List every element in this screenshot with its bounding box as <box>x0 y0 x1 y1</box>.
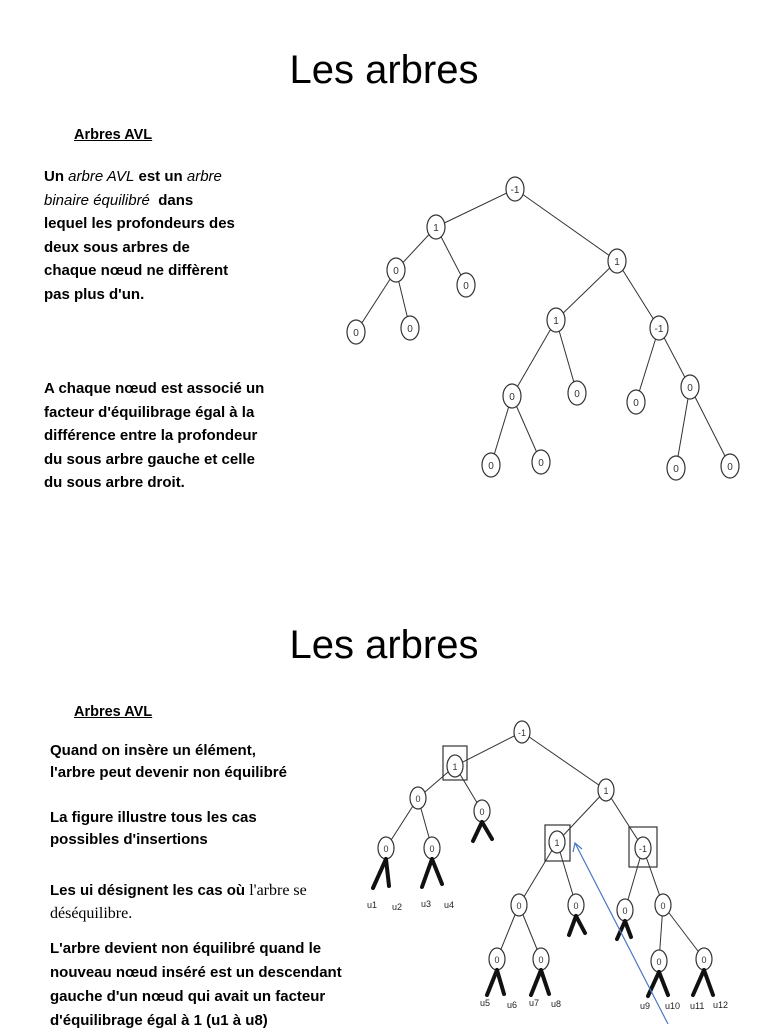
svg-text:-1: -1 <box>510 185 520 196</box>
case-label: u4 <box>444 900 455 910</box>
case-label: u12 <box>713 1000 729 1010</box>
svg-text:1: 1 <box>614 257 620 268</box>
svg-text:0: 0 <box>622 906 628 916</box>
factor-line: du sous arbre gauche et celle <box>44 450 255 468</box>
svg-text:1: 1 <box>433 223 439 234</box>
unbalance-line: d'équilibrage égal à 1 (u1 à u8) <box>50 1012 268 1029</box>
tree-node <box>503 384 521 408</box>
avl-insertion-diagram <box>0 575 768 1024</box>
def-dans: dans <box>158 191 194 209</box>
tree-node <box>474 800 490 822</box>
tree-node <box>549 831 565 853</box>
case-label: u8 <box>551 999 562 1009</box>
tree-node <box>457 273 475 297</box>
tree-node <box>511 894 527 916</box>
factor-line: A chaque nœud est associé un <box>44 380 265 397</box>
tree-node <box>568 894 584 916</box>
ui-text-a: Les ui désignent les cas où <box>50 882 250 899</box>
tree-node <box>721 454 739 478</box>
svg-text:1: 1 <box>452 762 458 772</box>
tree-node <box>424 837 440 859</box>
svg-text:0: 0 <box>393 266 399 277</box>
svg-text:0: 0 <box>494 955 500 965</box>
case-label: u2 <box>392 902 403 912</box>
svg-text:0: 0 <box>633 398 639 409</box>
def-line: lequel les profondeurs des <box>44 215 235 232</box>
tree-node <box>547 308 565 332</box>
factor-line: facteur d'équilibrage égal à la <box>44 403 255 421</box>
tree-node <box>598 779 614 801</box>
svg-text:0: 0 <box>538 458 544 469</box>
def-un: Un <box>44 168 64 185</box>
svg-text:0: 0 <box>509 392 515 403</box>
svg-text:0: 0 <box>660 901 666 911</box>
svg-text:0: 0 <box>701 955 707 965</box>
tree-node <box>489 948 505 970</box>
def-est: est un <box>138 168 183 185</box>
tree-node <box>447 755 463 777</box>
svg-text:0: 0 <box>516 901 522 911</box>
svg-text:0: 0 <box>383 844 389 854</box>
tree-node <box>506 177 524 201</box>
svg-text:0: 0 <box>463 281 469 292</box>
tree-node <box>514 721 530 743</box>
case-label: u6 <box>507 1000 518 1010</box>
def-line: chaque nœud ne diffèrent <box>44 262 229 279</box>
tree-node <box>401 316 419 340</box>
ui-text-b: l'arbre se <box>249 882 307 899</box>
svg-text:-1: -1 <box>517 728 527 738</box>
svg-text:0: 0 <box>538 955 544 965</box>
factor-line: du sous arbre droit. <box>44 474 185 491</box>
svg-text:0: 0 <box>687 383 693 394</box>
svg-text:0: 0 <box>488 461 494 472</box>
tree-node <box>410 787 426 809</box>
svg-text:0: 0 <box>656 957 662 967</box>
slide-title: Les arbres <box>289 623 479 667</box>
tree-node <box>608 249 626 273</box>
slide-2 <box>0 575 768 1029</box>
tree-node <box>533 948 549 970</box>
svg-text:0: 0 <box>415 794 421 804</box>
figure-line: La figure illustre tous les cas <box>50 809 257 826</box>
figure-line: possibles d'insertions <box>50 831 208 848</box>
svg-text:0: 0 <box>673 464 679 475</box>
case-label: u3 <box>421 899 432 909</box>
case-label: u5 <box>480 998 491 1008</box>
tree-node <box>427 215 445 239</box>
unbalance-line: nouveau nœud inséré est un descendant <box>50 964 342 981</box>
tree-node <box>568 381 586 405</box>
def-line: pas plus d'un. <box>44 285 145 303</box>
case-label: u11 <box>690 1001 705 1011</box>
svg-text:1: 1 <box>553 316 559 327</box>
case-label: u10 <box>665 1001 681 1011</box>
svg-text:1: 1 <box>603 786 609 796</box>
tree-node <box>387 258 405 282</box>
svg-text:0: 0 <box>407 324 413 335</box>
def-abe2: binaire équilibré <box>44 191 150 209</box>
slide-subtitle: Arbres AVL <box>74 127 153 143</box>
tree-nodes <box>347 177 739 480</box>
factor-line: différence entre la profondeur <box>44 427 258 444</box>
svg-text:1: 1 <box>554 838 560 848</box>
case-label: u7 <box>529 998 540 1008</box>
slide-title: Les arbres <box>289 48 479 92</box>
svg-text:0: 0 <box>353 328 359 339</box>
tree-node <box>667 456 685 480</box>
def-abe1: arbre <box>186 168 222 185</box>
svg-text:0: 0 <box>727 462 733 473</box>
tree-node <box>681 375 699 399</box>
tree-node <box>650 316 668 340</box>
tree-node <box>635 837 651 859</box>
svg-text:0: 0 <box>573 901 579 911</box>
svg-text:0: 0 <box>574 389 580 400</box>
def-avl: arbre AVL <box>68 168 135 185</box>
tree-node <box>655 894 671 916</box>
case-label: u1 <box>367 900 378 910</box>
tree-node <box>617 899 633 921</box>
svg-text:-1: -1 <box>638 844 648 854</box>
tree-node <box>696 948 712 970</box>
tree-node <box>378 837 394 859</box>
def-line: deux sous arbres de <box>44 238 190 256</box>
svg-text:-1: -1 <box>654 324 664 335</box>
svg-text:0: 0 <box>429 844 435 854</box>
unbalance-line: gauche d'un nœud qui avait un facteur <box>50 988 326 1005</box>
ui-text-c: déséquilibre. <box>50 905 133 922</box>
tree-node <box>532 450 550 474</box>
tree-node <box>482 453 500 477</box>
insert-line: Quand on insère un élément, <box>50 742 256 759</box>
case-label: u9 <box>640 1001 651 1011</box>
tree-node <box>651 950 667 972</box>
tree-node <box>627 390 645 414</box>
svg-text:0: 0 <box>479 807 485 817</box>
tree-node <box>347 320 365 344</box>
slide-subtitle: Arbres AVL <box>74 704 153 720</box>
unbalance-line: L'arbre devient non équilibré quand le <box>50 940 322 957</box>
insert-line: l'arbre peut devenir non équilibré <box>50 764 287 781</box>
